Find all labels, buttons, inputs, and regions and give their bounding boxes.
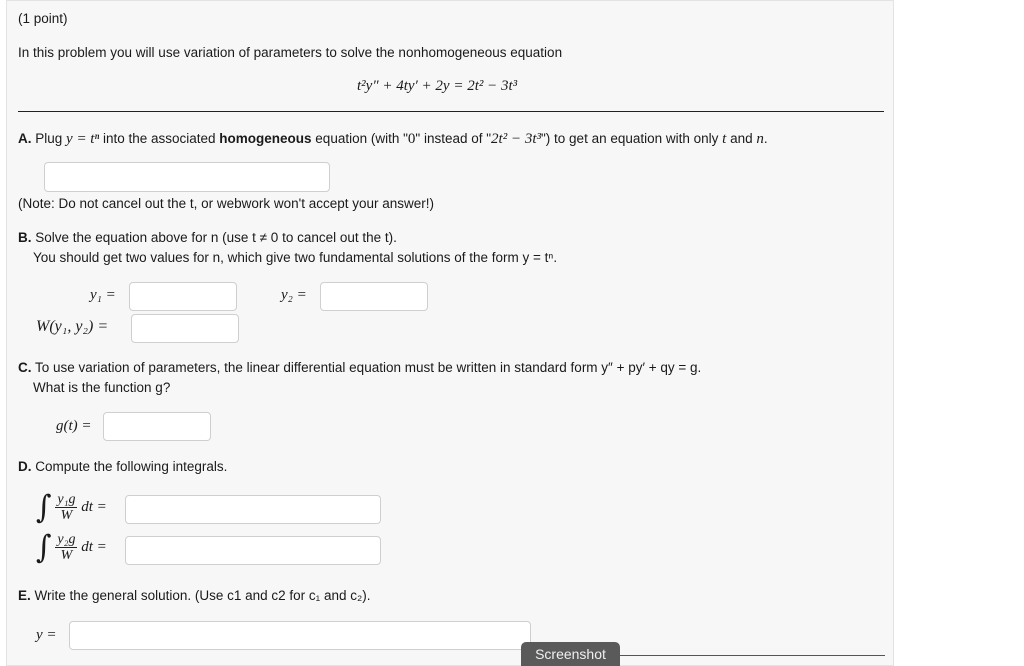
part-d-line1-text: Compute the following integrals. [31, 459, 228, 474]
fraction-1-denominator: W [60, 508, 73, 523]
integral-2-input[interactable] [125, 536, 381, 565]
wronskian-input[interactable] [131, 314, 239, 343]
fraction-1 [55, 492, 77, 523]
part-b-line1-text: Solve the equation above for n (use t ≠ 0 to cancel out the t). [31, 230, 397, 245]
divider [18, 111, 884, 112]
integral-1 [36, 490, 107, 525]
part-c-line1 [18, 360, 701, 375]
part-b-label: B. [18, 230, 32, 245]
y2-label: y₂ = [281, 287, 307, 303]
integral-1-input[interactable] [125, 495, 381, 524]
part-a-n: n [756, 131, 764, 147]
part-a-rhs: 2t² − 3t³ [491, 131, 541, 147]
part-a-text3: equation (with " [311, 131, 408, 146]
part-a-t: t [722, 131, 727, 147]
part-a-text6: and [726, 131, 757, 146]
fraction-2 [55, 532, 77, 563]
general-solution-label: y = [36, 627, 57, 643]
integral-2 [36, 530, 107, 565]
general-solution-input[interactable] [69, 621, 531, 650]
integral-sign-2: ∫ [36, 529, 52, 566]
integral-sign-1: ∫ [36, 489, 52, 526]
part-c-line1-text: To use variation of parameters, the linear differential equation must be written in standard form y″ + py′ + qy = g. [31, 360, 702, 375]
part-b-line1 [18, 230, 397, 245]
part-d-line1 [18, 459, 227, 474]
fraction-2-denominator: W [60, 548, 73, 563]
part-a-text5: ") to get an equation with only [541, 131, 723, 146]
part-b-line2: You should get two values for n, which give two fundamental solutions of the form y = tⁿ. [33, 250, 558, 265]
fraction-1-numerator: y₁g [57, 492, 76, 507]
y2-input[interactable] [320, 282, 428, 311]
part-a-answer-input[interactable] [44, 162, 330, 192]
y1-label: y₁ = [90, 287, 116, 303]
wronskian-label: W(y₁, y₂) = [36, 318, 109, 335]
part-d-label: D. [18, 459, 32, 474]
part-a-bold: homogeneous [219, 131, 312, 146]
part-a-text7: . [763, 131, 768, 146]
part-e-line1 [18, 588, 370, 603]
part-e-line1-text: Write the general solution. (Use c1 and c2 for c₁ and c₂). [30, 588, 371, 603]
part-a-eq: y = tⁿ [66, 131, 100, 147]
part-c-label: C. [18, 360, 32, 375]
g-label: g(t) = [56, 418, 92, 434]
screenshot-button[interactable]: Screenshot [521, 642, 620, 666]
part-a-zero: 0 [407, 131, 416, 147]
part-a-label: A. [18, 131, 32, 146]
main-equation: t²y″ + 4ty′ + 2y = 2t² − 3t³ [357, 78, 518, 94]
g-input[interactable] [103, 412, 211, 441]
part-a-text1: Plug [31, 131, 67, 146]
fraction-2-numerator: y₂g [57, 532, 76, 547]
integral-1-dt: dt = [81, 498, 107, 515]
intro-text: In this problem you will use variation of parameters to solve the nonhomogeneous equation [18, 45, 563, 60]
part-c-line2: What is the function g? [33, 380, 171, 395]
part-e-label: E. [18, 588, 31, 603]
bottom-rule [620, 655, 885, 656]
part-a-text4: " instead of " [415, 131, 492, 146]
part-a-prompt [18, 131, 768, 148]
integral-2-dt: dt = [81, 538, 107, 555]
part-a-text2: into the associated [99, 131, 220, 146]
points-label: (1 point) [18, 11, 68, 26]
y1-input[interactable] [129, 282, 237, 311]
part-a-note: (Note: Do not cancel out the t, or webwork won't accept your answer!) [18, 196, 435, 211]
